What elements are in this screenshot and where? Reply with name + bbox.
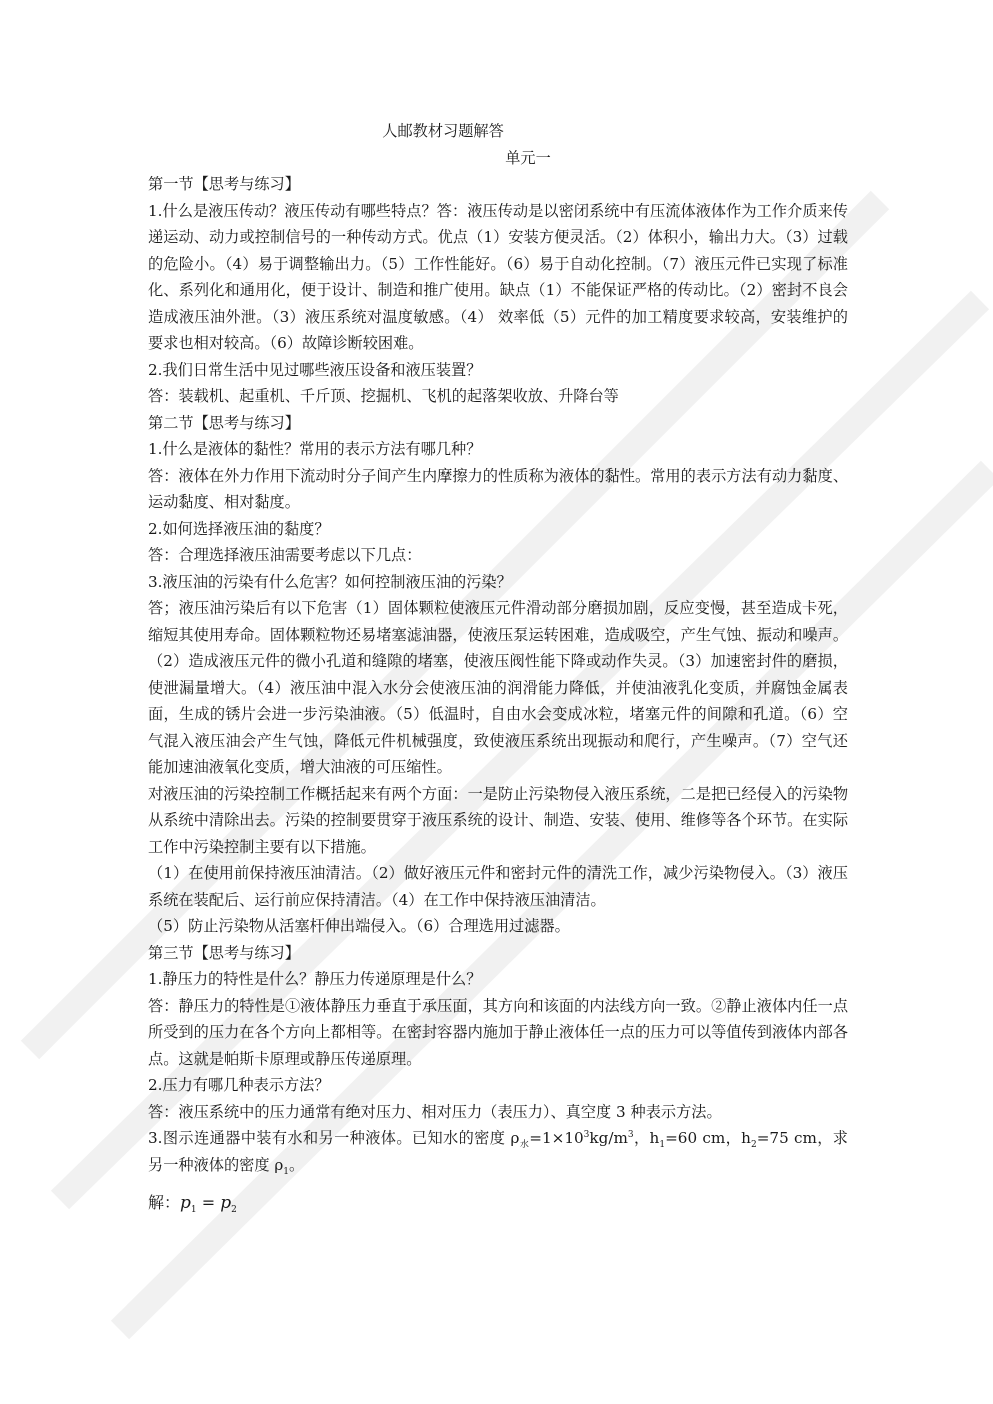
solution-formula: 解：$p_1 = p_2$ xyxy=(148,1193,237,1216)
section-2-heading: 第二节【思考与练习】 xyxy=(148,413,300,432)
section-2-q3: 3.液压油的污染有什么危害？如何控制液压油的污染？ xyxy=(148,572,512,591)
section-1-q2: 2.我们日常生活中见过哪些液压设备和液压装置？ xyxy=(148,360,482,379)
section-2-a3-measures: （1）在使用前保持液压油清洁。（2）做好液压元件和密封元件的清洗工作，减少污染物侵入。（3）液压系统在装配后、运行前应保持清洁。（4）在工作中保持液压油清洁。 xyxy=(148,864,848,909)
section-3-q3: 3.图示连通器中装有水和另一种液体。已知水的密度 $\rho_水=1\times 10^3kg/m^3$，$h_1=60$ cm，$h_2=75$ cm，求另一种液体的密度 $\rho_1$。 xyxy=(148,1129,848,1177)
unit-title: 单元一 xyxy=(505,148,551,167)
section-2-a1: 答：液体在外力作用下流动时分子间产生内摩擦力的性质称为液体的黏性。常用的表示方法有动力黏度、运动黏度、相对黏度。 xyxy=(148,466,848,511)
section-2-a3-control: 对液压油的污染控制工作概括起来有两个方面：一是防止污染物侵入液压系统，二是把已经侵入的污染物从系统中清除出去。污染的控制要贯穿于液压系统的设计、制造、安装、使用、维修等各个环节。在实际工作中污染控制主要有以下措施。 xyxy=(148,784,848,856)
section-1-q1: 1.什么是液压传动？液压传动有哪些特点？答：液压传动是以密闭系统中有压流体液体作为工作介质来传递运动、动力或控制信号的一种传动方式。优点（1）安装方便灵活。（2）体积小，输出力大。（3）过载的危险小。（4）易于调整输出力。（5）工作性能好。（6）易于自动化控制。（7）液压元件已实现了标准化、系列化和通用化，便于设计、制造和推广使用。缺点（1）不能保证严格的传动比。（2）密封不良会造成液压油外泄。（3）液压系统对温度敏感。（4） 效率低（5）元件的加工精度要求较高，安装维护的要求也相对较高。（6）故障诊断较困难。 xyxy=(148,201,848,352)
solution-label: 解： xyxy=(148,1193,181,1212)
section-3-a2: 答：液压系统中的压力通常有绝对压力、相对压力（表压力）、真空度 3 种表示方法。 xyxy=(148,1102,722,1121)
document-body xyxy=(148,118,848,1217)
section-2-a2: 答：合理选择液压油需要考虑以下几点： xyxy=(148,546,422,564)
section-3-q2: 2.压力有哪几种表示方法？ xyxy=(148,1076,330,1094)
section-3-heading: 第三节【思考与练习】 xyxy=(148,943,300,962)
section-1-heading: 第一节【思考与练习】 xyxy=(148,175,300,193)
section-3-a1: 答：静压力的特性是①液体静压力垂直于承压面，其方向和该面的内法线方向一致。②静止液体内任一点所受到的压力在各个方向上都相等。在密封容器内施加于静止液体任一点的压力可以等值传到液体内部各点。这就是帕斯卡原理或静压传递原理。 xyxy=(148,996,848,1068)
section-2-a3-measures-2: （5）防止污染物从活塞杆伸出端侵入。（6）合理选用过滤器。 xyxy=(148,917,570,935)
section-2-q2: 2.如何选择液压油的黏度？ xyxy=(148,519,330,538)
section-3-q1: 1.静压力的特性是什么？静压力传递原理是什么？ xyxy=(148,970,482,988)
section-1-a2: 答：装载机、起重机、千斤顶、挖掘机、飞机的起落架收放、升降台等 xyxy=(148,387,619,405)
section-2-q1: 1.什么是液体的黏性？常用的表示方法有哪几种？ xyxy=(148,440,482,458)
document-title: 人邮教材习题解答 xyxy=(382,122,504,140)
section-2-a3: 答；液压油污染后有以下危害（1）固体颗粒使液压元件滑动部分磨损加剧，反应变慢，甚至造成卡死，缩短其使用寿命。固体颗粒物还易堵塞滤油器，使液压泵运转困难，造成吸空，产生气蚀、振动和噪声。（2）造成液压元件的微小孔道和缝隙的堵塞，使液压阀性能下降或动作失灵。（3）加速密封件的磨损，使泄漏量增大。（4）液压油中混入水分会使液压油的润滑能力降低，并使油液乳化变质，并腐蚀金属表面，生成的锈片会进一步污染油液。（5）低温时，自由水会变成冰粒，堵塞元件的间隙和孔道。（6）空气混入液压油会产生气蚀，降低元件机械强度，致使液压系统出现振动和爬行，产生噪声。（7）空气还能加速油液氧化变质，增大油液的可压缩性。 xyxy=(148,599,848,776)
